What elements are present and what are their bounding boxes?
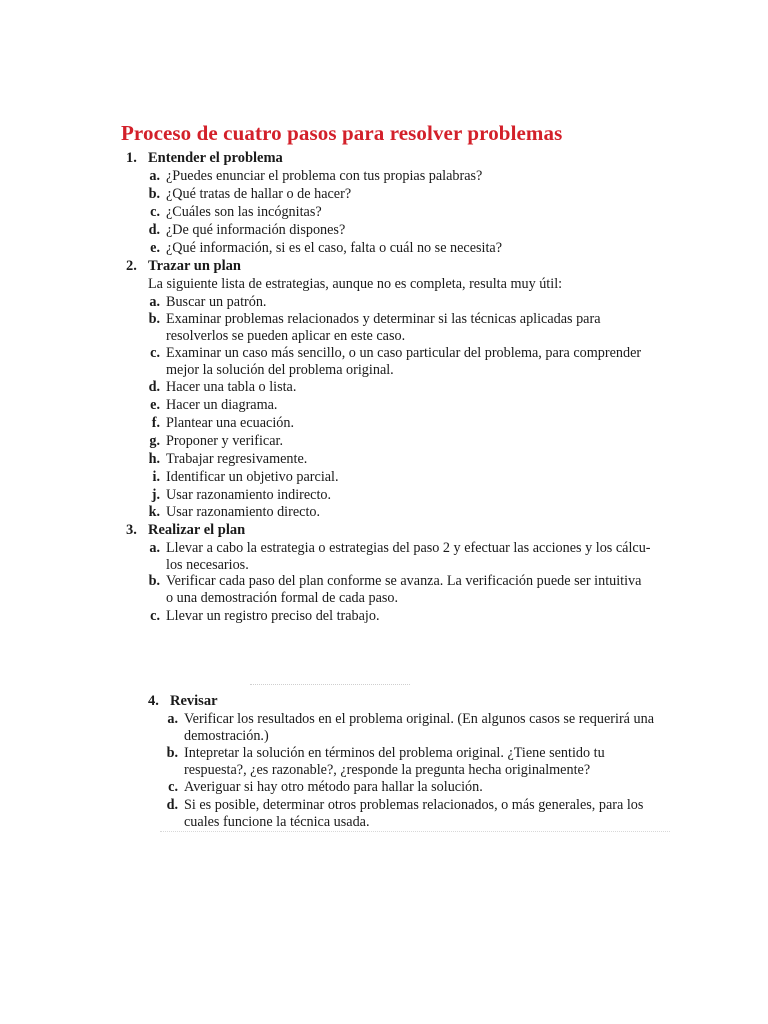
step-number: 4.: [148, 693, 159, 709]
item-label: a.: [149, 540, 160, 556]
step-title: Entender el problema: [148, 150, 283, 166]
step-heading: [126, 522, 245, 539]
item-text: Proponer y verificar.: [166, 433, 284, 449]
item-label: a.: [149, 168, 160, 184]
item-label: d.: [166, 797, 178, 813]
item-text: Trabajar regresivamente.: [166, 451, 308, 467]
item-text: Identificar un objetivo parcial.: [166, 469, 339, 485]
item-text: Plantear una ecuación.: [166, 415, 295, 431]
step-title: Realizar el plan: [148, 522, 246, 538]
item-text: Intepretar la solución en términos del problema original. ¿Tiene sentido tu: [184, 745, 605, 761]
item-text: Hacer una tabla o lista.: [166, 379, 297, 395]
item-label: j.: [151, 487, 160, 503]
item-label: c.: [150, 204, 160, 220]
item-text: Verificar cada paso del plan conforme se avanza. La verificación puede ser intuitiva: [166, 573, 642, 589]
step-heading: [126, 150, 283, 167]
item-text: Llevar un registro preciso del trabajo.: [166, 608, 380, 624]
item-label: b.: [148, 573, 160, 589]
item-text: Llevar a cabo la estrategia o estrategias del paso 2 y efectuar las acciones y los cálcu-: [166, 540, 651, 556]
item-label: c.: [150, 608, 160, 624]
page-title: Proceso de cuatro pasos para resolver problemas: [121, 121, 563, 145]
item-label: b.: [166, 745, 178, 761]
item-text: Usar razonamiento directo.: [166, 504, 321, 520]
item-text: Buscar un patrón.: [166, 294, 267, 310]
item-label: h.: [148, 451, 160, 467]
item-text-continued: demostración.): [184, 728, 269, 744]
step-heading: [126, 258, 241, 275]
step-title: Revisar: [170, 693, 218, 709]
item-label: c.: [150, 345, 160, 361]
item-label: d.: [148, 222, 160, 238]
item-text: ¿De qué información dispones?: [166, 222, 346, 238]
item-text-continued: los necesarios.: [166, 557, 249, 573]
item-label: k.: [148, 504, 160, 520]
step-number: 2.: [126, 258, 137, 274]
item-text: ¿Qué tratas de hallar o de hacer?: [166, 186, 352, 202]
item-text: Hacer un diagrama.: [166, 397, 278, 413]
scan-artifact: [160, 831, 670, 834]
step-heading: [148, 693, 218, 710]
step-number: 3.: [126, 522, 137, 538]
item-text: Examinar problemas relacionados y determinar si las técnicas aplicadas para: [166, 311, 601, 327]
item-text: ¿Qué información, si es el caso, falta o cuál no se necesita?: [166, 240, 503, 256]
item-label: f.: [151, 415, 160, 431]
item-text: Si es posible, determinar otros problemas relacionados, o más generales, para los: [184, 797, 644, 813]
item-label: e.: [150, 397, 160, 413]
item-text: Averiguar si hay otro método para hallar la solución.: [184, 779, 483, 795]
step-intro: La siguiente lista de estrategias, aunque no es completa, resulta muy útil:: [148, 276, 563, 292]
step-number: 1.: [126, 150, 137, 166]
item-text: Examinar un caso más sencillo, o un caso particular del problema, para comprender: [166, 345, 642, 361]
item-label: a.: [167, 711, 178, 727]
step-title: Trazar un plan: [148, 258, 241, 274]
item-label: e.: [150, 240, 160, 256]
item-label: i.: [152, 469, 160, 485]
item-label: g.: [149, 433, 160, 449]
item-label: b.: [148, 186, 160, 202]
item-label: a.: [149, 294, 160, 310]
item-label: d.: [148, 379, 160, 395]
item-text-continued: o una demostración formal de cada paso.: [166, 590, 399, 606]
item-text: Verificar los resultados en el problema original. (En algunos casos se requerirá una: [184, 711, 654, 727]
item-label: c.: [168, 779, 178, 795]
item-text: ¿Puedes enunciar el problema con tus propias palabras?: [166, 168, 483, 184]
item-text-continued: resolverlos se pueden aplicar en este caso.: [166, 328, 406, 344]
scan-artifact: [250, 684, 410, 689]
item-label: b.: [148, 311, 160, 327]
item-text-continued: mejor la solución del problema original.: [166, 362, 394, 378]
item-text: Usar razonamiento indirecto.: [166, 487, 332, 503]
item-text-continued: respuesta?, ¿es razonable?, ¿responde la pregunta hecha originalmente?: [184, 762, 591, 778]
item-text-continued: cuales funcione la técnica usada.: [184, 814, 370, 830]
item-text: ¿Cuáles son las incógnitas?: [166, 204, 322, 220]
